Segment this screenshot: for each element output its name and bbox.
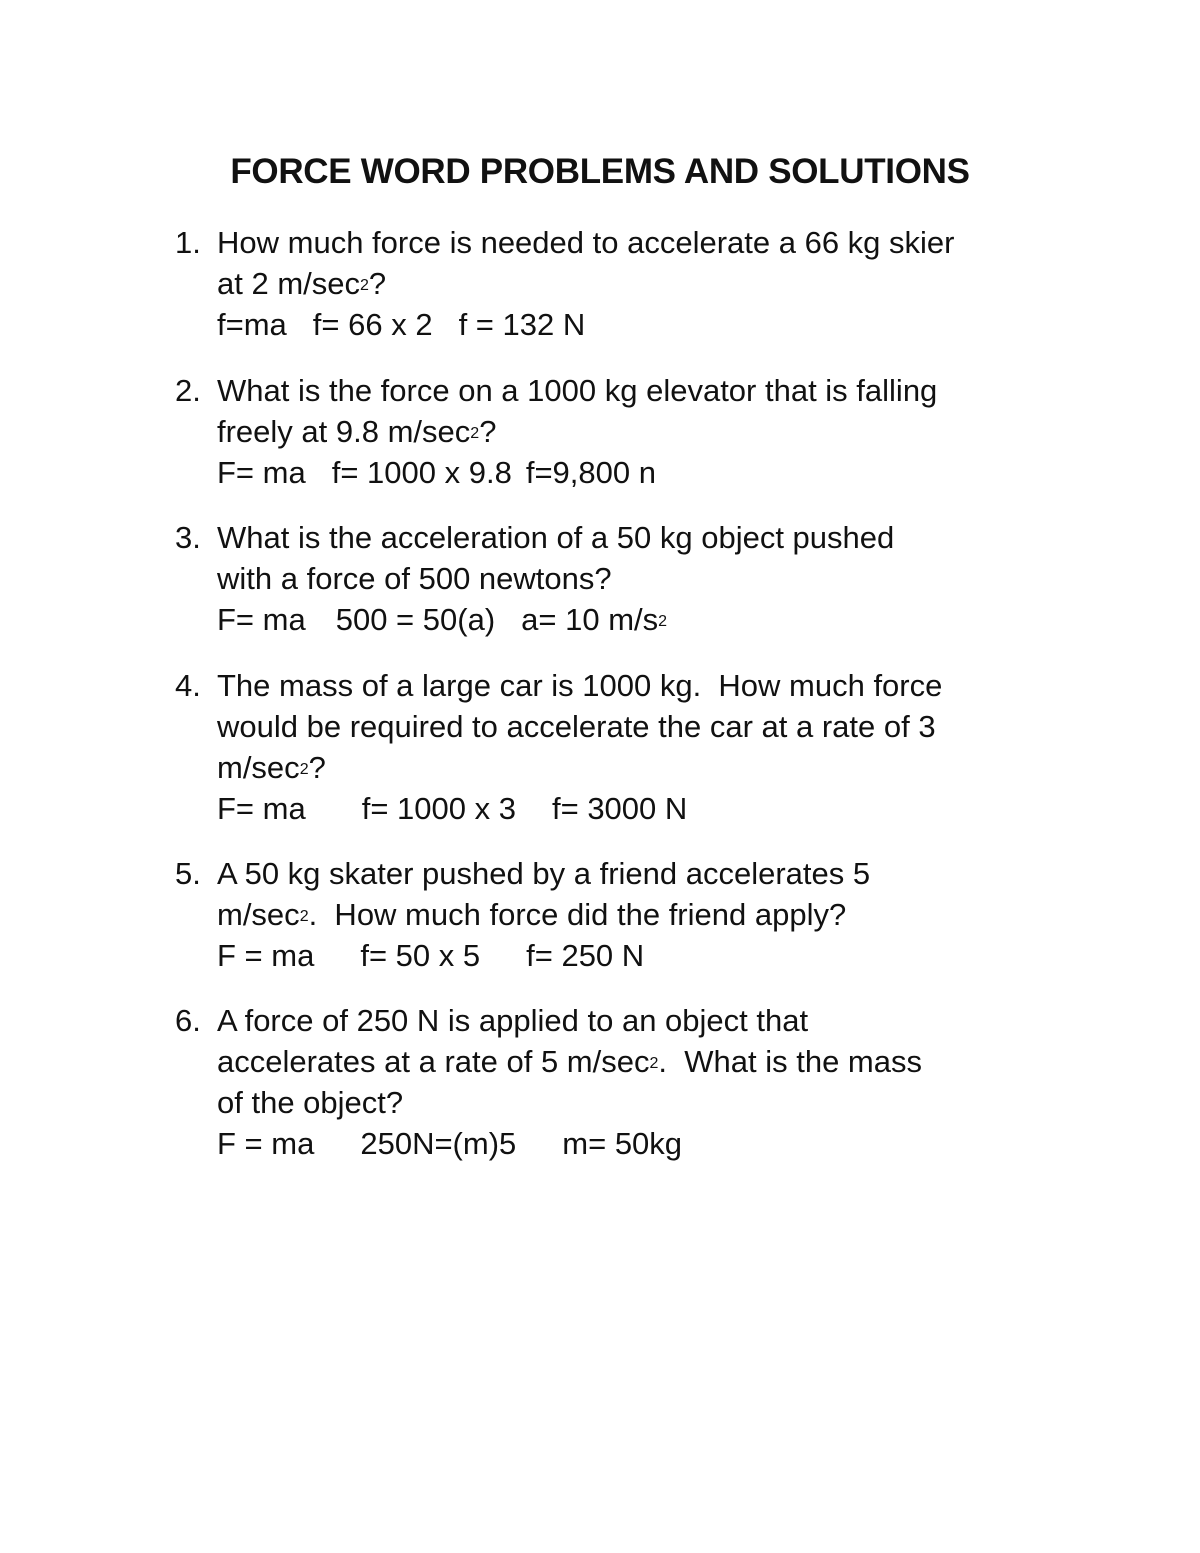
question-line: with a force of 500 newtons? — [217, 561, 612, 596]
question-line: freely at 9.8 $m/\sec^2$? — [217, 414, 497, 449]
question-line: $m/\sec^2$? — [217, 750, 326, 785]
solution-line — [217, 788, 1077, 829]
problem-number: 6. — [175, 1003, 201, 1038]
exponent: 2 — [299, 761, 309, 778]
answer: f= 250 N — [526, 938, 645, 973]
problem-number: 4. — [175, 668, 201, 703]
answer: m= 50kg — [562, 1126, 683, 1161]
exponent: 2 — [360, 277, 369, 294]
formula: F= ma — [217, 455, 306, 490]
question-line: A 50 kg skater pushed by a friend accelerates 5 — [217, 856, 871, 891]
question-line: What is the force on a 1000 kg elevator that is falling — [217, 373, 938, 408]
substitution: 500 = 50(a) — [335, 602, 496, 637]
answer: a= 10 m/s — [521, 602, 659, 637]
answer: f = 132 N — [458, 307, 586, 342]
answer: f=9,800 n — [525, 455, 656, 490]
solution-line — [217, 452, 1077, 493]
exponent: 2 — [649, 1055, 659, 1072]
question-line: How much force is needed to accelerate a 66 kg skier — [217, 225, 955, 260]
question-line: What is the acceleration of a 50 kg object pushed — [217, 520, 895, 555]
question-line: accelerates at a rate of 5 $m/\sec^2$. What is the mass — [217, 1044, 922, 1079]
solution-line — [217, 599, 1077, 640]
substitution: f= 66 x 2 — [312, 307, 433, 342]
problem-number: 5. — [175, 856, 201, 891]
question-line: at 2 $m/\sec^2$? — [217, 266, 387, 301]
solution-line — [217, 304, 1077, 345]
formula: f=ma — [217, 307, 287, 342]
formula: F = ma — [217, 938, 315, 973]
problem-number: 2. — [175, 373, 201, 408]
page-title: FORCE WORD PROBLEMS AND SOLUTIONS — [230, 152, 970, 191]
substitution: f= 1000 x 3 — [361, 791, 516, 826]
formula: F= ma — [217, 602, 306, 637]
answer: f= 3000 N — [551, 791, 688, 826]
question-line: of the object? — [217, 1085, 404, 1120]
solution-line — [217, 1123, 1077, 1164]
substitution: f= 1000 x 9.8 — [331, 455, 512, 490]
question-line: A force of 250 N is applied to an object that — [217, 1003, 809, 1038]
substitution: 250N=(m)5 — [360, 1126, 517, 1161]
solution-line — [217, 935, 1077, 976]
formula: F= ma — [217, 791, 306, 826]
problem-number: 3. — [175, 520, 201, 555]
problem-number: 1. — [175, 225, 201, 260]
substitution: f= 50 x 5 — [360, 938, 481, 973]
formula: F = ma — [217, 1126, 315, 1161]
question-line: The mass of a large car is 1000 kg. How much force — [217, 668, 943, 703]
exponent: 2 — [299, 908, 309, 925]
exponent: 2 — [658, 613, 668, 630]
exponent: 2 — [470, 425, 480, 442]
question-line: would be required to accelerate the car at a rate of 3 — [217, 709, 936, 744]
question-line: $m/\sec^2$. How much force did the friend apply? — [217, 897, 847, 932]
